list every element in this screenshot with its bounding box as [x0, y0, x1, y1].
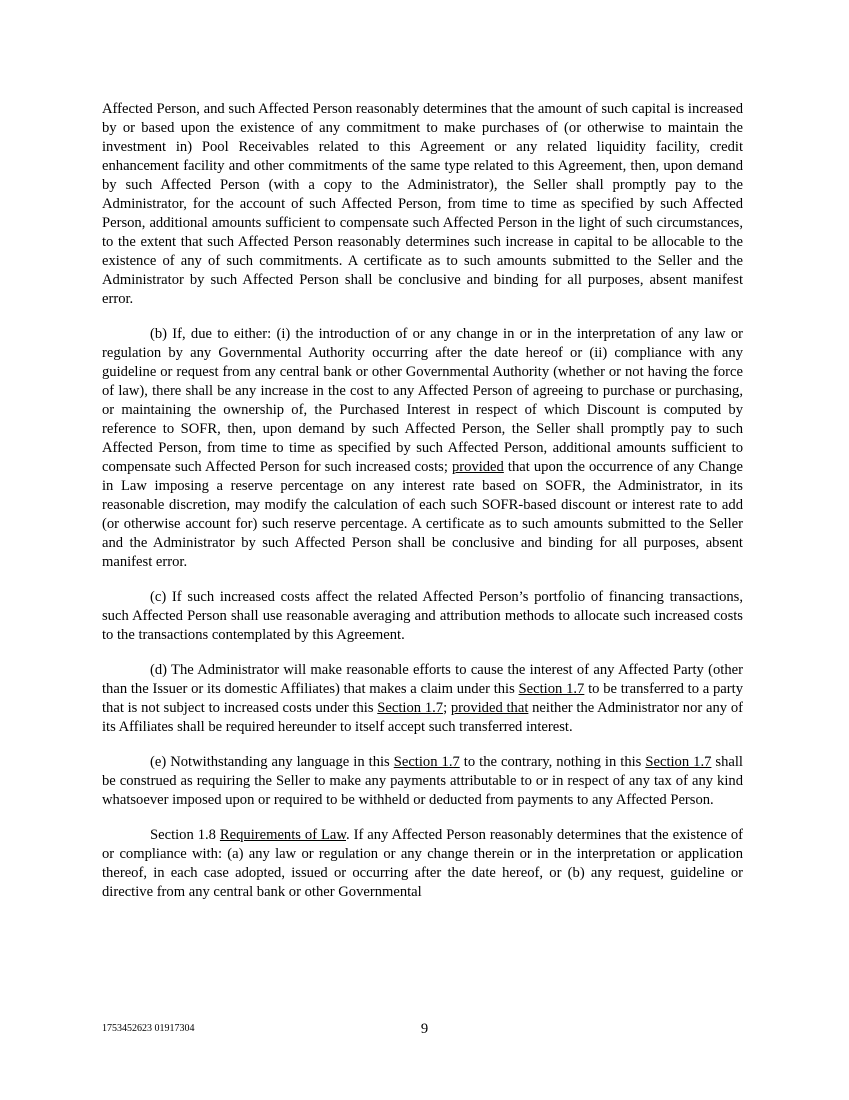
paragraph-text: (d) The Administrator will make reasonable efforts to cause the interest of any Affected Party (other than the Issuer or its domestic Affiliates) that makes a claim under this [102, 662, 743, 697]
paragraph-text: that upon the occurrence of any Change in Law imposing a reserve percentage on any interest rate based on SOFR, the Administrator, in its reasonable discretion, may modify the calculation of each such SOFR-based discount or interest rate to add (or otherwise account for) such reserve percentage. A certificate as to such amounts submitted to the Seller and the Administrator by such Affected Person shall be conclusive and binding for all purposes, absent manifest error. [102, 459, 743, 570]
document-body [102, 100, 743, 918]
paragraph-c-portfolio-costs [102, 588, 743, 645]
underlined-term-provided: provided [451, 459, 504, 475]
paragraph-text: Section 1.8 [150, 827, 220, 843]
paragraph-b-increased-costs [102, 325, 743, 572]
section-reference: Section 1.7 [393, 754, 460, 770]
footer-page-number: 9 [420, 1021, 429, 1037]
paragraph-e-taxes-excluded [102, 753, 743, 810]
paragraph-d-transfer-efforts [102, 661, 743, 737]
section-reference: Section 1.7 [645, 754, 712, 770]
paragraph-text: . If any Affected Person reasonably determines that the existence of or compliance with: (a) any law or regulation or any change therein or in the interpretation or application thereof, in each case adopted, issued or occurring after the date hereof, or (b) any request, guideline or directive from any central bank or other Governmental [102, 827, 743, 900]
footer-document-id: 1753452623 01917304 [102, 1023, 195, 1034]
paragraph-text: (b) If, due to either: (i) the introduction of or any change in or in the interpretation of any law or regulation by any Governmental Authority occurring after the date hereof or (ii) compliance with any guideline or request from any central bank or other Governmental Authority (whether or not having the force of law), there shall be any increase in the cost to any Affected Person of agreeing to purchase or purchasing, or maintaining the ownership of, the Purchased Interest in respect of which Discount is computed by reference to SOFR, then, upon demand by such Affected Person, the Seller shall promptly pay to such Affected Person, from time to time as specified by such Affected Person, additional amounts sufficient to compensate such Affected Person for such increased costs; [102, 326, 743, 475]
paragraph-capital-adequacy-continued [102, 100, 743, 309]
section-reference: Section 1.7 [377, 700, 444, 716]
paragraph-text: to be transferred to a party that is not subject to increased costs under this [102, 681, 744, 716]
paragraph-text: shall be construed as requiring the Seller to make any payments attributable to or in respect of any tax of any kind whatsoever imposed upon or required to be withheld or deducted from payments to any Affected Person. [102, 754, 743, 808]
section-reference: Section 1.7 [518, 681, 585, 697]
paragraph-text: (c) If such increased costs affect the related Affected Person’s portfolio of financing transactions, such Affected Person shall use reasonable averaging and attribution methods to allocate such increased costs to the transactions contemplated by this Agreement. [102, 589, 743, 643]
paragraph-text: to the contrary, nothing in this [459, 754, 646, 770]
paragraph-text: neither the Administrator nor any of its Affiliates shall be required hereunder to itself accept such transferred interest. [102, 700, 743, 735]
paragraph-section-1-8 [102, 826, 743, 902]
paragraph-text: (e) Notwithstanding any language in this [150, 754, 394, 770]
paragraph-text: ; [443, 700, 451, 716]
section-heading-requirements-of-law: Requirements of Law [219, 827, 346, 843]
underlined-term-provided-that: provided that [450, 700, 529, 716]
paragraph-text: Affected Person, and such Affected Person reasonably determines that the amount of such capital is increased by or based upon the existence of any commitment to make purchases of (or otherwise to maintain the investment in) Pool Receivables related to this Agreement or any related liquidity facility, credit enhancement facility and other commitments of the same type related to this Agreement, then, upon demand by such Affected Person (with a copy to the Administrator), the Seller shall promptly pay to the Administrator, for the account of such Affected Person, from time to time as specified by such Affected Person, additional amounts sufficient to compensate such Affected Person in the light of such circumstances, to the extent that such Affected Person reasonably determines such increase in capital to be allocable to the existence of any of such commitments. A certificate as to such amounts submitted to the Seller and the Administrator by such Affected Person shall be conclusive and binding for all purposes, absent manifest error. [102, 101, 743, 307]
